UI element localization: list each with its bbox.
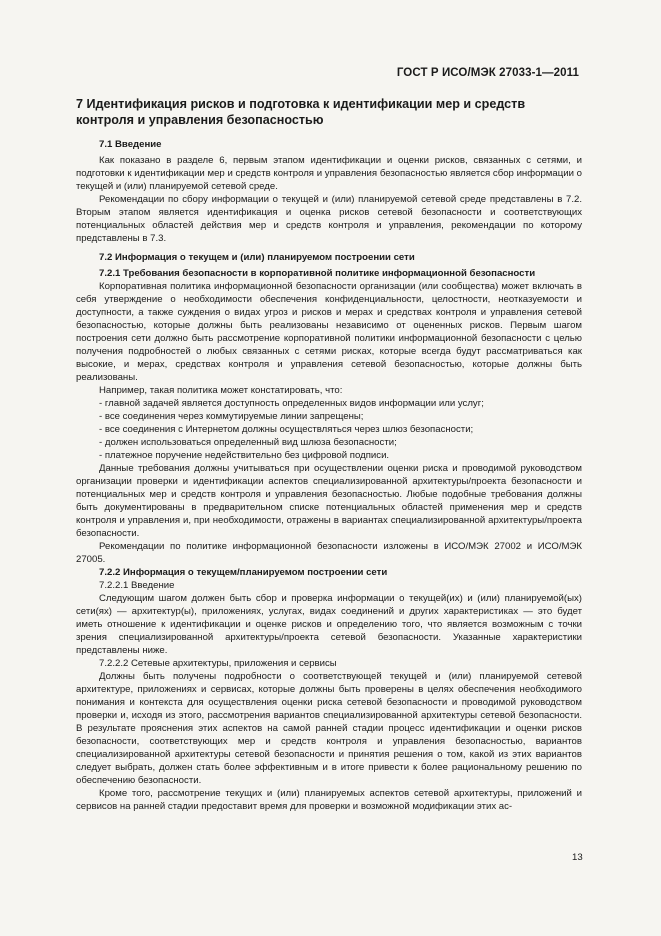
paragraph: Должны быть получены подробности о соответствующей текущей и (или) планируемой сетевой архитектуре, приложениях и сервисах, которые должны быть проверены в целях обеспечения необходимого понимания и контекста для осуществления оценки риска сетевой безопасности и проводимой руководством проверки и, исходя из этого, рассмотрения вариантов специализированной архитектуры сетевой безопасности. В результате прояснения этих аспектов на самой ранней стадии процесс идентификации и оценки рисков безопасности, соответствующих мер и средств контроля и управления безопасностью, вариантов специализированной архитектуры сетевой безопасности и принятия решения о том, какой из этих вариантов следует выбрать, должен стать более эффективным и в итоге привести к более рациональному решению по обеспечению безопасности.	[76, 671, 582, 786]
list-item: - все соединения через коммутируемые линии запрещены;	[99, 411, 364, 422]
subsection-7-2-2-2-title: 7.2.2.2 Сетевые архитектуры, приложения и сервисы	[99, 658, 337, 669]
subsection-7-2-title: 7.2 Информация о текущем и (или) планируемом построении сети	[99, 252, 415, 263]
subsection-7-1-title: 7.1 Введение	[99, 139, 162, 150]
subsection-7-2-2-1-title: 7.2.2.1 Введение	[99, 580, 175, 591]
page-number: 13	[572, 852, 583, 863]
paragraph: Как показано в разделе 6, первым этапом идентификации и оценки рисков, связанных с сетями, и подготовки к идентификации мер и средств контроля и управления безопасностью является сбор информации о текущей и (или) планируемой сетевой среде.	[76, 155, 582, 192]
paragraph: Рекомендации по сбору информации о текущей и (или) планируемой сетевой среде представлены в 7.2. Вторым этапом является идентификация и оценка рисков сетевой безопасности и соответствующих потенциальных областей действия мер и средств контроля и управления, рекомендации по которому представлены в 7.3.	[76, 194, 582, 244]
document-code-header: ГОСТ Р ИСО/МЭК 27033-1—2011	[396, 67, 579, 79]
list-item: - главной задачей является доступность определенных видов информации или услуг;	[99, 398, 484, 409]
page-content	[76, 96, 582, 813]
list-item: - должен использоваться определенный вид шлюза безопасности;	[99, 437, 397, 448]
list-item: - платежное поручение недействительно без цифровой подписи.	[99, 450, 390, 461]
policy-list	[76, 397, 582, 462]
paragraph: Данные требования должны учитываться при осуществлении оценки риска и проводимой руководством организации проверки и идентификации аспектов специализированной архитектуры/проекта безопасности и потенциальных мер и средств контроля и управления безопасностью. Любые подобные требования должны быть документированы в предварительном списке потенциальных областей применения мер и средств контроля и управления и, при необходимости, отражены в вариантах специализированной архитектуры/проекта безопасности.	[76, 463, 582, 539]
subsection-7-2-2-title: 7.2.2 Информация о текущем/планируемом построении сети	[99, 567, 388, 578]
paragraph: Следующим шагом должен быть сбор и проверка информации о текущей(их) и (или) планируемой(ых) сети(ях) — архитектур(ы), приложениях, услугах, видах соединений и других характеристиках — это будет иметь отношение к идентификации и оценке рисков и определению того, что является возможным с точки зрения специализированной архитектуры/проекта сетевой безопасности. Указанные характеристики представлены ниже.	[76, 593, 582, 656]
list-item: - все соединения с Интернетом должны осуществляться через шлюз безопасности;	[99, 424, 474, 435]
paragraph: Кроме того, рассмотрение текущих и (или) планируемых аспектов сетевой архитектуры, приложений и сервисов на ранней стадии предоставит время для проверки и возможной модификации этих ас-	[76, 788, 582, 812]
subsection-7-2-1-title: 7.2.1 Требования безопасности в корпоративной политике информационной безопасности	[99, 268, 536, 279]
paragraph: Корпоративная политика информационной безопасности организации (или сообщества) может включать в себя утверждение о необходимости обеспечения конфиденциальности, целостности, неотказуемости и доступности, а также суждения о видах угроз и рисков и мерах и средствах контроля и управления сетевой безопасностью, которые должны быть реализованы независимо от оцененных рисков. Первым шагом построения сети должно быть рассмотрение корпоративной политики информационной безопасности с целью получения подробностей о любых связанных с сетями рисках, которые всегда будут рассматриваться как высокие, и мерах, средствах контроля и управления сетевой безопасностью, которые должны быть реализованы.	[76, 281, 582, 383]
section-title: 7 Идентификация рисков и подготовка к идентификации мер и средств контроля и управления безопасностью	[76, 97, 526, 127]
paragraph: Например, такая политика может констатировать, что:	[99, 385, 343, 396]
paragraph: Рекомендации по политике информационной безопасности изложены в ИСО/МЭК 27002 и ИСО/МЭК 27005.	[76, 541, 582, 565]
